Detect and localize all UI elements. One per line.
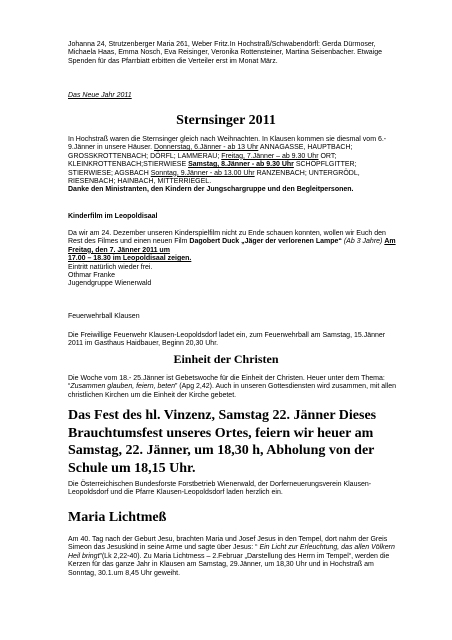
route-sonntag: RANZENBACH; UNTERGRÖDL, RIESENBACH; HAINBACH, MITTERRIEGEL. — [68, 169, 360, 186]
route-donnerstag: ANNAGASSE, HAUPTBACH; GROSSKROTTENBACH; DÖRFL; LAMMERAU; — [68, 144, 353, 160]
einheit-text-2: ” (Apg 2,42). Auch in unseren Gottesdiensten wird zusammen, mit allen christlichen Kirchen um die Einheit der Kirche gebetet. — [68, 383, 397, 399]
film-signature-group: Jugendgruppe Wienerwald — [68, 280, 152, 288]
einheit-motto: Zusammen glauben, feiern, beten — [70, 383, 176, 391]
sternsinger-intro: In Hochstraß waren die Sternsinger gleich nach Weihnachten. In Klausen kommen sie diesmal vom 6.- 9.Jänner in unsere Häuser. — [68, 136, 387, 152]
film-date-2: 17.00 – 18.30 im Leopoldisaal zeigen. — [68, 255, 192, 263]
lichtmess-quote: Ein Licht zur Erleuchtung, das allen Völkern Heil bringt — [68, 544, 395, 560]
film-free-entry: Eintritt natürlich wieder frei. — [68, 263, 153, 271]
vinzenz-paragraph: Die Österreichischen Bundesforste Forstbetrieb Wienerwald, der Dorferneuerungsverein Klausen-Leopoldsdorf und die Pfarre Klausen-Leopoldsdorf laden herzlich ein. — [68, 481, 372, 497]
kinderfilm-paragraph — [68, 230, 400, 289]
kinderfilm-text: Da wir am 24. Dezember unseren Kinderspielfilm nicht zu Ende schauen konnten, wollen wir Euch den Rest des Filmes und einen neuen Film — [68, 230, 386, 246]
date-samstag: Samstag, 8.Jänner - ab 9.30 Uhr — [188, 161, 294, 169]
vinzenz-heading: Das Fest des hl. Vinzenz, Samstag 22. Jänner Dieses Brauchtumsfest unseres Ortes, feiern wir heuer am Samstag, 22. Jänner, um 18,30 h, Abholung von der Schule um 18,15 Uhr. — [68, 408, 377, 476]
sternsinger-thanks: Danke den Ministranten, den Kindern der Jungschargruppe und den Begleitpersonen. — [68, 186, 354, 194]
date-freitag: Freitag, 7.Jänner – ab 9.30 Uhr — [221, 152, 319, 160]
route-samstag: SCHÖPFLGITTER; STIERWIESE; AGSBACH — [68, 161, 357, 177]
lichtmess-text: Am 40. Tag nach der Geburt Jesu, brachten Maria und Josef Jesus in den Tempel, dort nahm der Greis Simeon das Jesuskind in seine Arme und sagte über Jesus: “ — [68, 536, 388, 552]
route-freitag: ORT; KLEINKROTTENBACH;STIERWIESE — [68, 152, 337, 169]
lichtmess-paragraph — [68, 536, 400, 578]
film-title: Dagobert Duck „Jäger der verlorenen Lampe“ — [189, 238, 342, 246]
lichtmess-text-2: ”(Lk 2,22-40). Zu Maria Lichtmess – 2.Februar „Darstellung des Herrn im Tempel“, werden die Kerzen für das ganze Jahr in Klausen am Samstag, 29.Jänner, um 18,30 Uhr und in Hochstraß am Sonntag, 30.1.um 8,45 Uhr geweiht. — [68, 552, 390, 577]
date-donnerstag: Donnerstag, 6.Jänner - ab 13 Uhr — [154, 144, 259, 152]
date-sonntag: Sonntag, 9.Jänner - ab 13.00 Uhr — [150, 169, 255, 177]
einheit-text: Die Woche vom 18.- 25.Jänner ist Gebetswoche für die Einheit der Christen. Heuer unter dem Thema: “ — [68, 375, 385, 391]
einheit-heading: Einheit der Christen — [173, 352, 279, 366]
lichtmess-heading: Maria Lichtmeß — [68, 510, 167, 525]
feuerwehr-paragraph: Die Freiwillige Feuerwehr Klausen-Leopoldsdorf ladet ein, zum Feuerwehrball am Samstag, 15.Jänner 2011 im Gasthaus Haidbauer, Beginn 20,30 Uhr. — [68, 332, 386, 348]
film-date-1: Am Freitag, den 7. Jänner 2011 um — [68, 238, 396, 254]
film-signature-name: Othmar Franke — [68, 272, 116, 280]
kinderfilm-heading: Kinderfilm im Leopoldisaal — [68, 213, 158, 220]
sternsinger-heading: Sternsinger 2011 — [176, 113, 276, 128]
sternsinger-paragraph — [68, 136, 400, 195]
feuerwehr-heading: Feuerwehrball Klausen — [68, 313, 140, 320]
einheit-paragraph — [68, 375, 400, 400]
neujahr-link[interactable]: Das Neue Jahr 2011 — [68, 92, 132, 99]
intro-paragraph: Johanna 24, Strutzenberger Maria 261, Weber Fritz.In Hochstraß/Schwabendörfl: Gerda Dürmoser, Michaela Haas, Emma Nosch, Eva Reisinger, Veronika Rottensteiner, Martina Seisenbacher. Etwaige Spenden für das Pfarrbiatt erbitten die Verteiler erst im Monat März. — [68, 41, 382, 65]
film-age: (Ab 3 Jahre) — [341, 238, 385, 246]
